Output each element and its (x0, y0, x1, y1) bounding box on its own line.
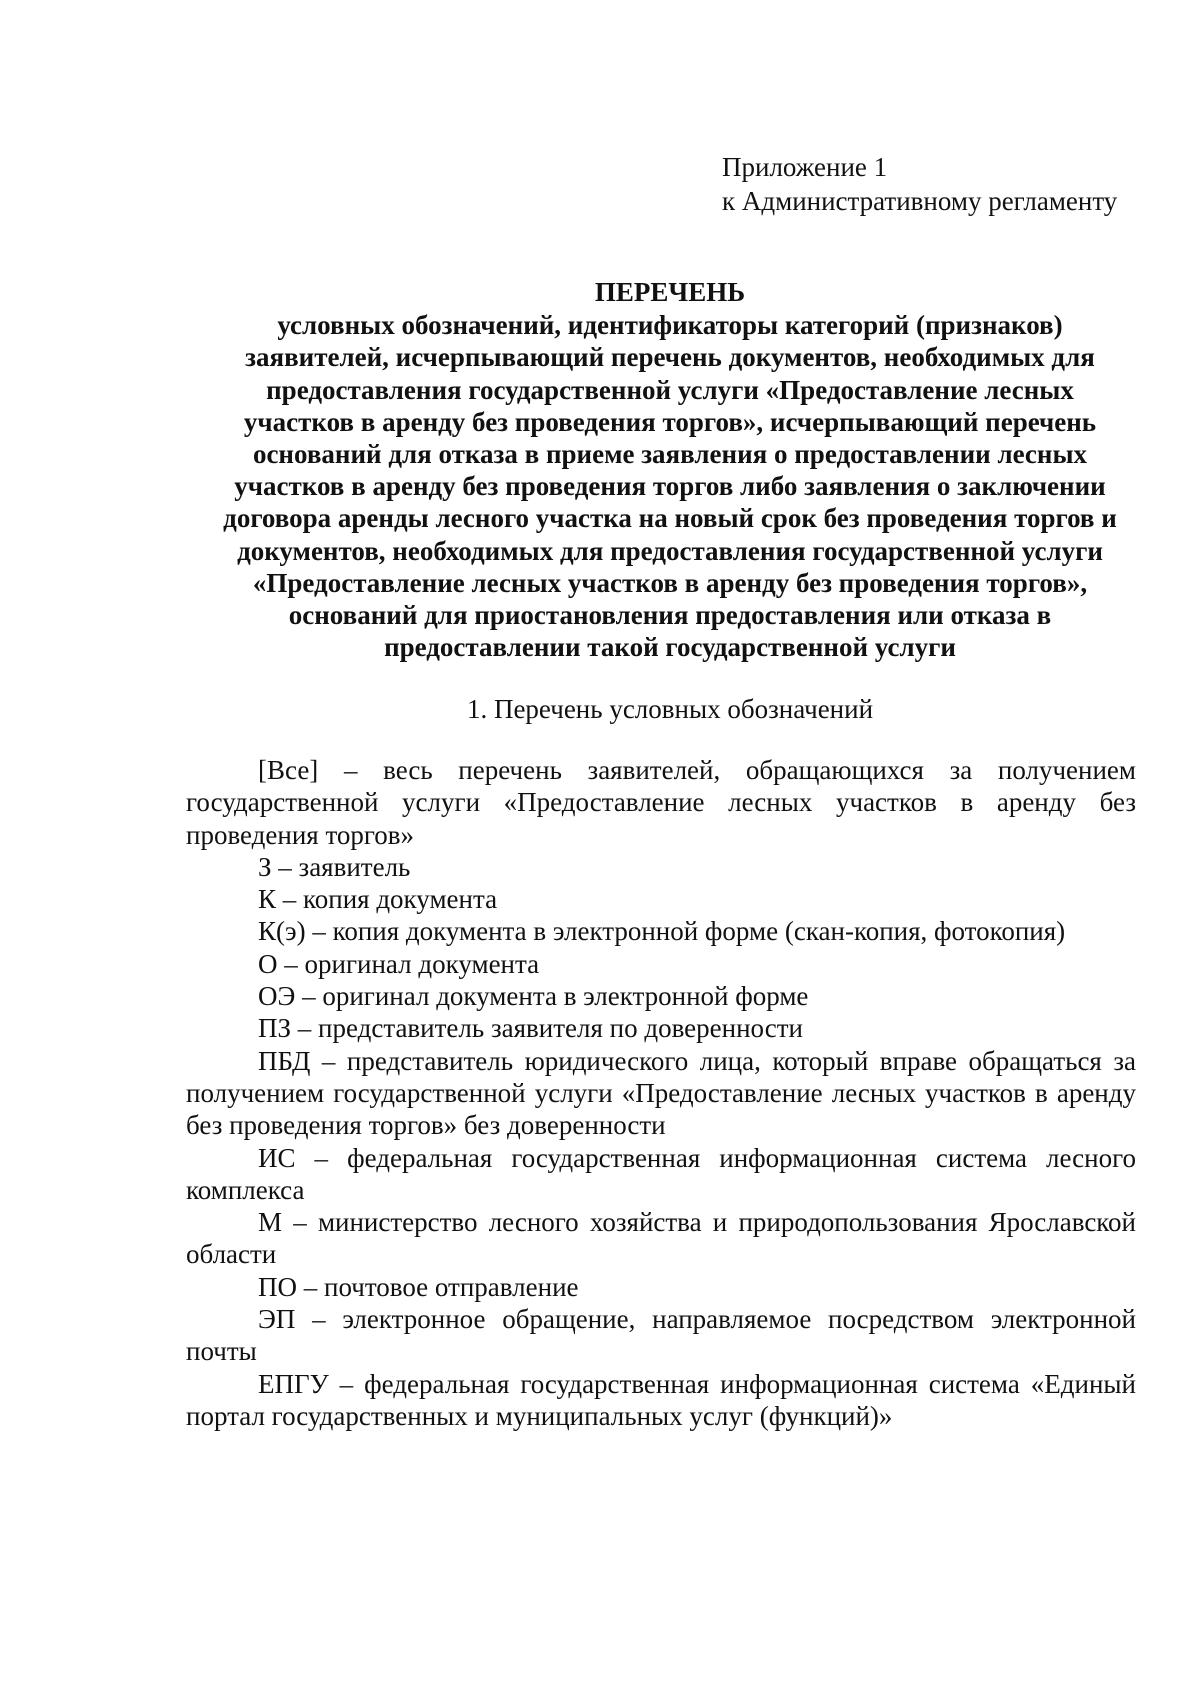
definition-item: ЕПГУ – федеральная государственная информационная система «Единый портал государственных и муниципальных услуг (функций)» (186, 1368, 1136, 1431)
definition-item: ИС – федеральная государственная информационная система лесного комплекса (186, 1142, 1136, 1205)
definition-item: К(э) – копия документа в электронной форме (скан-копия, фотокопия) (258, 916, 1066, 947)
title-subtitle-line: «Предоставление лесных участков в аренду без проведения торгов», (252, 567, 1088, 598)
definition-item: О – оригинал документа (258, 948, 540, 979)
appendix-number: Приложение 1 (722, 152, 888, 182)
definition-item: ПО – почтовое отправление (258, 1271, 579, 1302)
definition-item: ОЭ – оригинал документа в электронной форме (258, 981, 809, 1012)
document-title: ПЕРЕЧЕНЬ (594, 277, 746, 307)
definition-item: [Все] – весь перечень заявителей, обращающихся за получением государственной услуги «Предоставление лесных участков в аренду без проведения торгов» (186, 755, 1136, 850)
document-title-block (180, 276, 1160, 663)
appendix-reference: к Административному регламенту (722, 186, 1118, 216)
section-heading: 1. Перечень условных обозначений (466, 694, 874, 724)
definition-item: ЭП – электронное обращение, направляемое посредством электронной почты (186, 1304, 1136, 1367)
definition-item: К – копия документа (258, 884, 498, 915)
title-subtitle-line: предоставлении такой государственной услуги (384, 632, 956, 663)
title-subtitle-line: участков в аренду без проведения торгов», исчерпывающий перечень (243, 406, 1097, 437)
title-subtitle-line: предоставления государственной услуги «Предоставление лесных (266, 374, 1074, 405)
title-subtitle-line: условных обозначений, идентификаторы категорий (признаков) (277, 310, 1063, 341)
title-subtitle-line: оснований для отказа в приеме заявления о предоставлении лесных (252, 439, 1088, 470)
definitions-list (186, 754, 1136, 1432)
definition-item: ПБД – представитель юридического лица, который вправе обращаться за получением государственной услуги «Предоставление лесных участков в аренду без проведения торгов» без доверенности (186, 1045, 1136, 1141)
title-subtitle-line: участков в аренду без проведения торгов либо заявления о заключении (234, 471, 1106, 502)
appendix-header (722, 150, 1117, 218)
title-subtitle-line: договора аренды лесного участка на новый срок без проведения торгов и (223, 503, 1117, 534)
title-subtitle-line: заявителей, исчерпывающий перечень документов, необходимых для (245, 342, 1095, 373)
definition-item: М – министерство лесного хозяйства и природопользования Ярославской области (186, 1207, 1136, 1270)
definition-item: З – заявитель (258, 851, 411, 882)
title-subtitle-line: оснований для приостановления предоставления или отказа в (288, 600, 1052, 631)
title-subtitle-line: документов, необходимых для предоставления государственной услуги (237, 535, 1103, 566)
definition-item: ПЗ – представитель заявителя по доверенности (258, 1013, 803, 1044)
